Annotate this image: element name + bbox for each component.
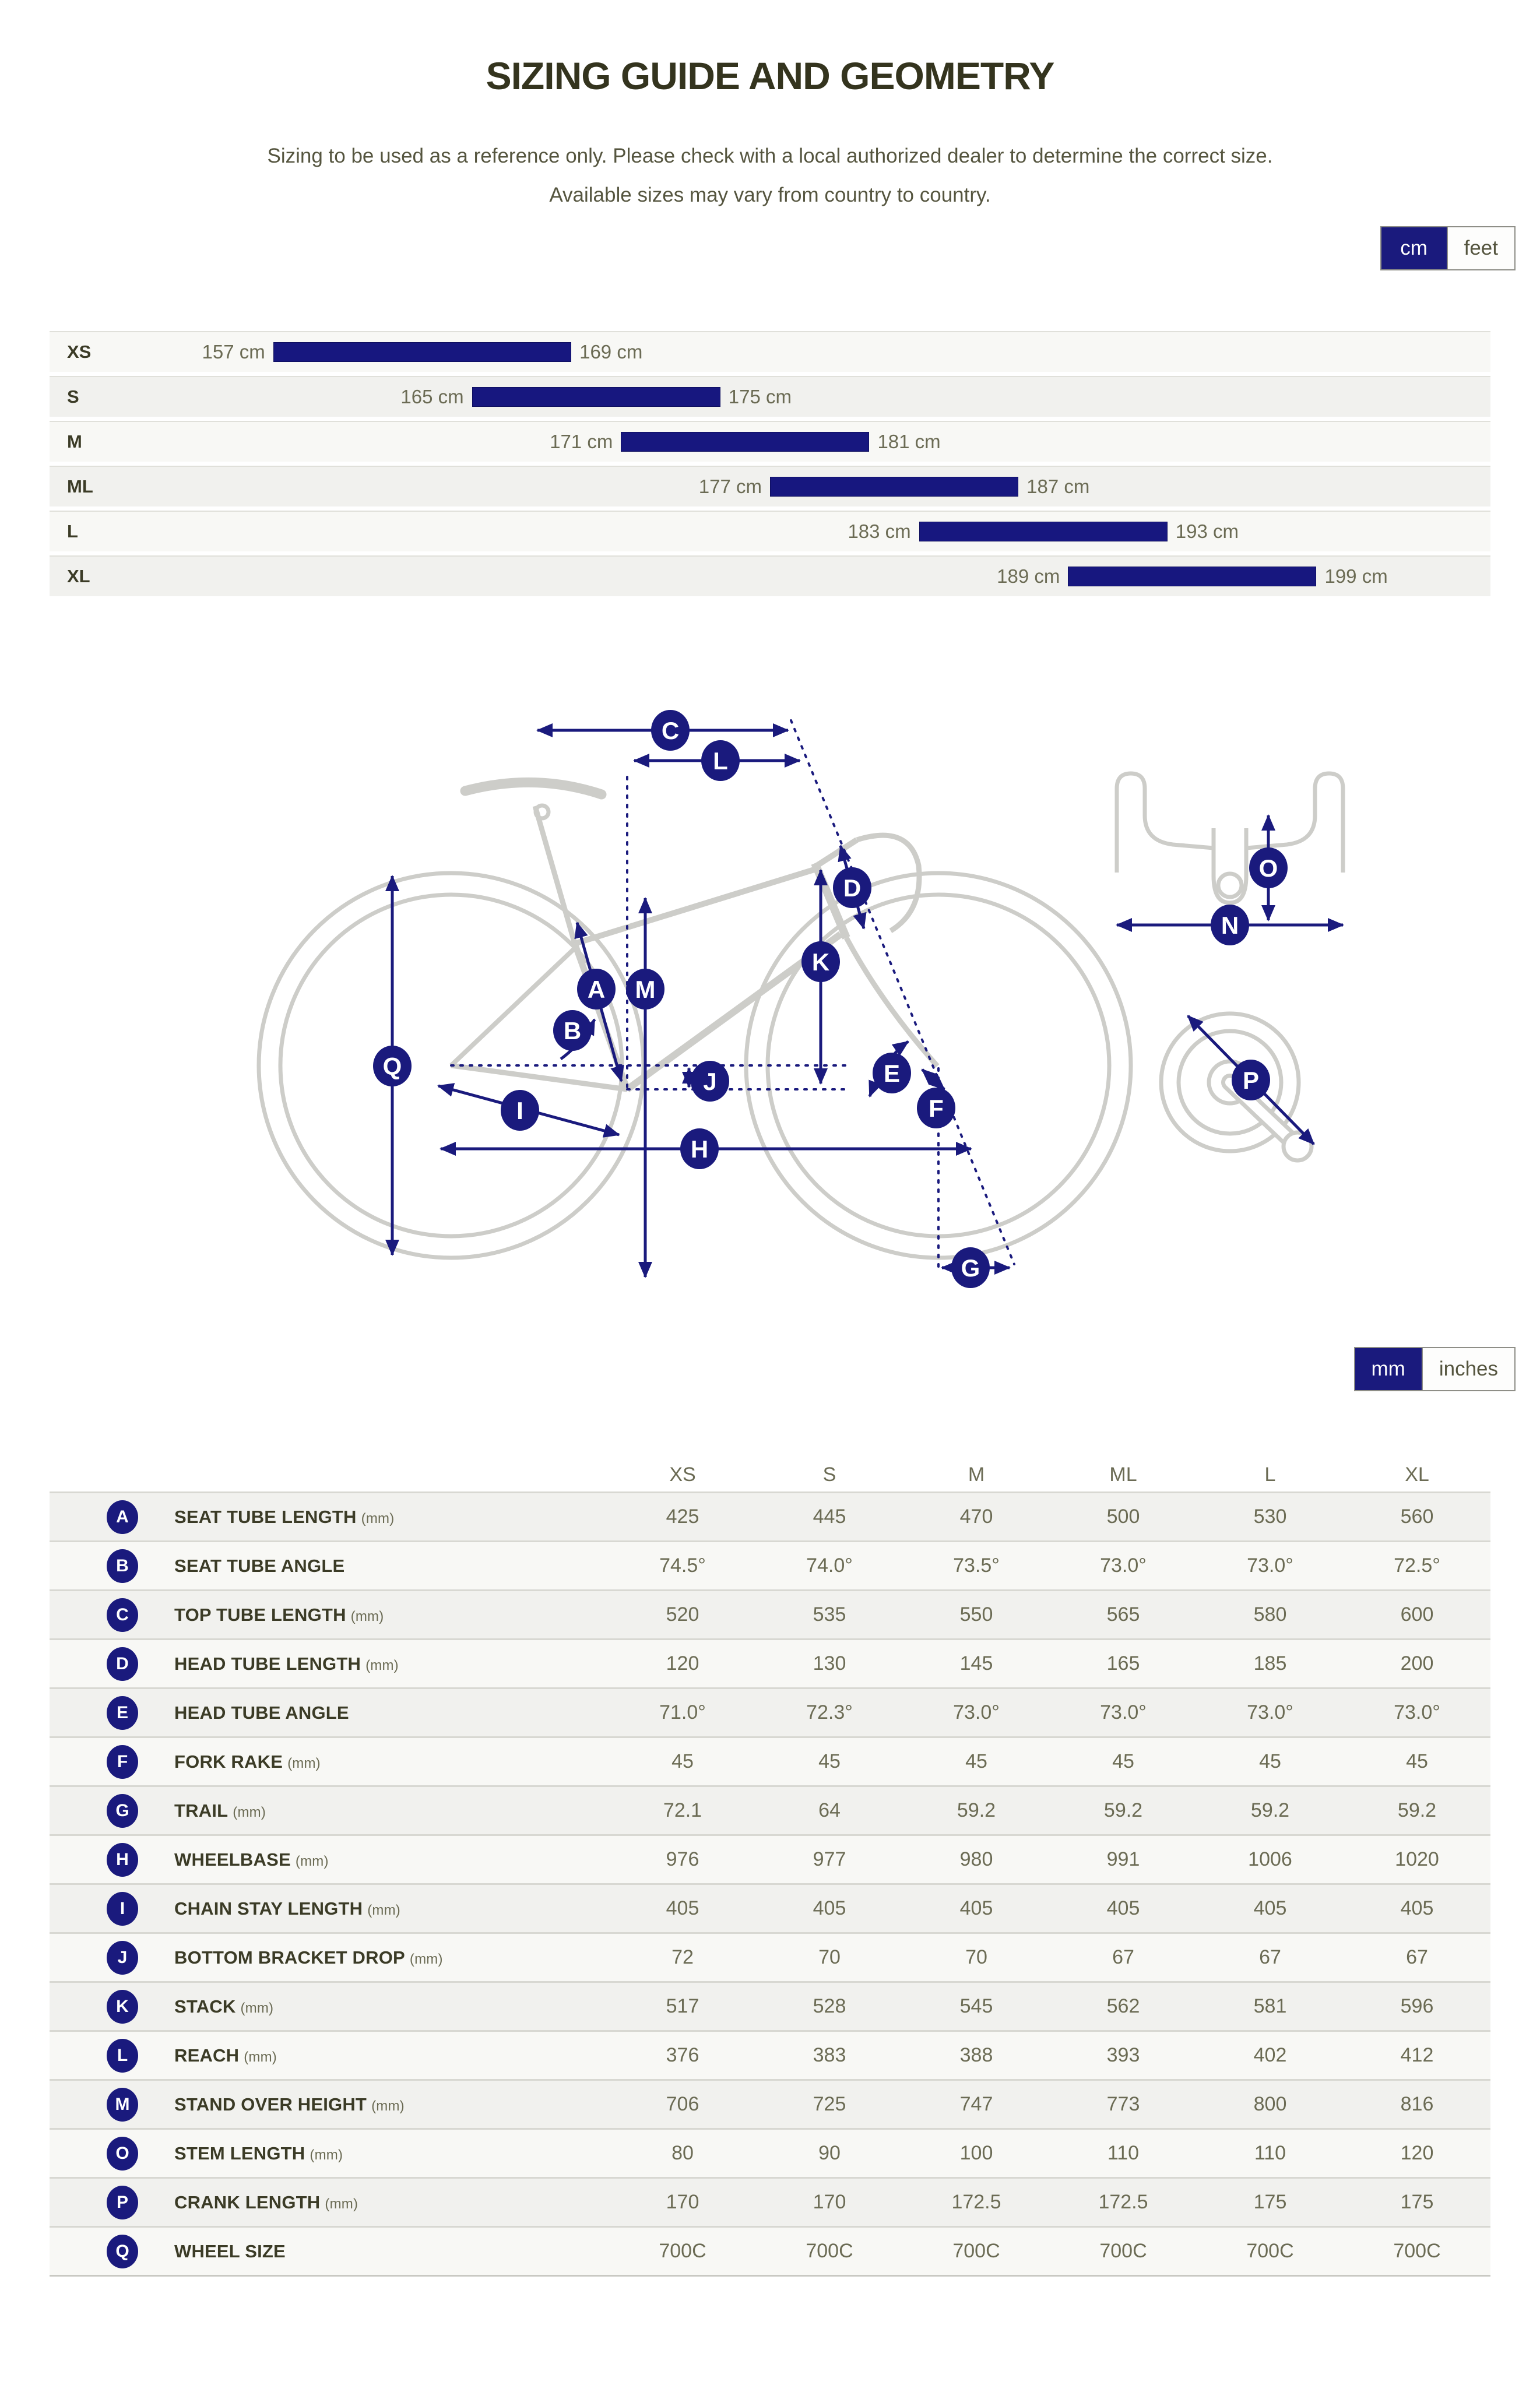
cell-value: 517 (666, 1995, 699, 2018)
svg-text:B: B (563, 1017, 582, 1045)
row-unit: (mm) (367, 1902, 400, 1918)
diagram-label-h (680, 1128, 719, 1169)
cell-value: 45 (1406, 1750, 1428, 1773)
cell-value: 72.5° (1394, 1554, 1440, 1577)
cell-value: 73.0° (1247, 1554, 1293, 1577)
cell-value: 1020 (1395, 1848, 1439, 1871)
cell-value: 73.0° (1100, 1554, 1147, 1577)
table-row-chain-stay-length (50, 1883, 1490, 1932)
height-range-bar (472, 387, 720, 407)
height-range-bar (770, 477, 1018, 497)
cell-value: 70 (818, 1946, 841, 1969)
size-row-ml (50, 466, 1490, 506)
cell-value: 980 (959, 1848, 993, 1871)
row-letter-badge: L (107, 2039, 138, 2073)
svg-text:E: E (883, 1060, 901, 1088)
diagram-label-d (833, 867, 871, 908)
cell-value: 130 (813, 1652, 846, 1675)
cell-value: 70 (965, 1946, 987, 1969)
table-row-bottom-bracket-drop (50, 1932, 1490, 1981)
row-unit: (mm) (409, 1951, 443, 1967)
table-row-stack (50, 1981, 1490, 2030)
cell-value: 45 (1259, 1750, 1281, 1773)
row-unit: (mm) (325, 2196, 358, 2212)
row-unit: (mm) (361, 1510, 395, 1526)
size-row-s (50, 376, 1490, 417)
cell-value: 816 (1400, 2093, 1434, 2116)
cell-value: 71.0° (659, 1701, 706, 1724)
rider-height-size-chart (50, 331, 1490, 596)
cell-value: 600 (1400, 1603, 1434, 1626)
column-header-m: M (968, 1463, 985, 1486)
height-max-label: 193 cm (1175, 520, 1239, 543)
cell-value: 120 (666, 1652, 699, 1675)
inches-toggle-button[interactable]: inches (1422, 1348, 1514, 1390)
row-label: CRANK LENGTH (174, 2191, 321, 2212)
cell-value: 376 (666, 2044, 699, 2067)
height-min-label: 177 cm (698, 476, 762, 498)
size-row-l (50, 511, 1490, 551)
row-label: STACK (174, 1996, 236, 2017)
row-letter-badge: D (107, 1647, 138, 1681)
cell-value: 991 (1106, 1848, 1140, 1871)
bike-outline (259, 773, 1343, 1258)
fork (846, 938, 937, 1066)
table-row-head-tube-length (50, 1638, 1490, 1687)
row-unit: (mm) (371, 2098, 405, 2114)
saddle-clamp (536, 805, 549, 818)
cell-value: 73.0° (1100, 1701, 1147, 1724)
cell-value: 80 (671, 2142, 694, 2165)
svg-text:A: A (587, 976, 606, 1004)
row-unit: (mm) (295, 1853, 329, 1869)
cell-value: 596 (1400, 1995, 1434, 2018)
svg-text:G: G (961, 1254, 980, 1282)
cell-value: 72 (671, 1946, 694, 1969)
diagram-label-j (691, 1061, 729, 1102)
height-min-label: 171 cm (550, 431, 613, 453)
row-label: WHEELBASE (174, 1849, 291, 1870)
size-label: ML (67, 476, 93, 497)
table-row-wheelbase (50, 1834, 1490, 1883)
table-row-seat-tube-angle (50, 1540, 1490, 1589)
svg-text:C: C (661, 717, 680, 745)
row-label: STAND OVER HEIGHT (174, 2094, 367, 2115)
diagram-label-a (577, 969, 616, 1009)
height-min-label: 183 cm (848, 520, 911, 543)
svg-text:N: N (1221, 912, 1239, 940)
cell-value: 175 (1400, 2191, 1434, 2214)
cell-value: 545 (959, 1995, 993, 2018)
column-header-s: S (822, 1463, 836, 1486)
bike-geometry-diagram (216, 665, 1381, 1306)
sizing-disclaimer-line1: Sizing to be used as a reference only. Please check with a local authorized dealer to determine the correct size. (267, 145, 1273, 167)
row-letter-badge: F (107, 1745, 138, 1779)
cell-value: 145 (959, 1652, 993, 1675)
row-letter-badge: J (107, 1941, 138, 1975)
stem-bolt (1218, 874, 1242, 897)
svg-text:H: H (690, 1135, 709, 1163)
diagram-label-k (801, 941, 840, 982)
row-unit: (mm) (244, 2049, 277, 2065)
row-label: FORK RAKE (174, 1751, 283, 1772)
cell-value: 977 (813, 1848, 846, 1871)
cell-value: 976 (666, 1848, 699, 1871)
cell-value: 535 (813, 1603, 846, 1626)
diagram-label-b (553, 1010, 592, 1051)
svg-text:F: F (929, 1095, 944, 1123)
cell-value: 402 (1253, 2044, 1287, 2067)
diagram-label-m (626, 969, 664, 1009)
geometry-table (50, 1458, 1490, 2277)
column-header-xs: XS (669, 1463, 696, 1486)
row-letter-badge: O (107, 2137, 138, 2171)
cell-value: 580 (1253, 1603, 1287, 1626)
cell-value: 170 (666, 2191, 699, 2214)
row-label: BOTTOM BRACKET DROP (174, 1947, 405, 1968)
page-title: SIZING GUIDE AND GEOMETRY (486, 54, 1054, 97)
column-header-xl: XL (1405, 1463, 1429, 1486)
cell-value: 73.0° (1394, 1701, 1440, 1724)
table-row-trail (50, 1785, 1490, 1834)
cell-value: 59.2 (957, 1799, 996, 1822)
table-row-seat-tube-length (50, 1491, 1490, 1540)
cell-value: 530 (1253, 1505, 1287, 1528)
diagram-label-i (501, 1090, 539, 1131)
cell-value: 700C (659, 2240, 706, 2263)
cell-value: 45 (1112, 1750, 1134, 1773)
cell-value: 562 (1106, 1995, 1140, 2018)
row-letter-badge: Q (107, 2235, 138, 2268)
diagram-label-q (373, 1046, 412, 1086)
cell-value: 45 (965, 1750, 987, 1773)
row-label: SEAT TUBE ANGLE (174, 1555, 345, 1576)
handlebar-front-left (1117, 773, 1214, 873)
cell-value: 725 (813, 2093, 846, 2116)
cell-value: 110 (1107, 2142, 1140, 2165)
cell-value: 747 (959, 2093, 993, 2116)
row-letter-badge: P (107, 2186, 138, 2219)
cell-value: 700C (1099, 2240, 1147, 2263)
size-label: XL (67, 566, 90, 587)
row-label: TRAIL (174, 1800, 228, 1821)
diagram-letter-badges (373, 710, 1288, 1288)
cell-value: 64 (818, 1799, 841, 1822)
size-label: XS (67, 342, 92, 363)
diagram-label-l (701, 740, 740, 781)
table-row-reach (50, 2030, 1490, 2079)
cell-value: 405 (1106, 1897, 1140, 1920)
svg-text:D: D (843, 874, 862, 902)
seat-stay (451, 947, 576, 1065)
cell-value: 73.0° (953, 1701, 1000, 1724)
row-label: HEAD TUBE ANGLE (174, 1702, 349, 1723)
cell-value: 67 (1259, 1946, 1281, 1969)
top-tube (575, 869, 816, 944)
height-max-label: 181 cm (877, 431, 941, 453)
cell-value: 700C (1393, 2240, 1441, 2263)
cell-value: 405 (1400, 1897, 1434, 1920)
svg-text:P: P (1242, 1067, 1260, 1095)
cell-value: 59.2 (1250, 1799, 1290, 1822)
size-label: S (67, 386, 79, 407)
cell-value: 172.5 (951, 2191, 1001, 2214)
cell-value: 405 (1253, 1897, 1287, 1920)
svg-text:M: M (635, 976, 656, 1004)
cell-value: 700C (1246, 2240, 1294, 2263)
cell-value: 706 (666, 2093, 699, 2116)
sizing-disclaimer-line2: Available sizes may vary from country to country. (549, 184, 991, 207)
cell-value: 550 (959, 1603, 993, 1626)
mm-toggle-button[interactable]: mm (1355, 1348, 1422, 1390)
seat-post (535, 806, 575, 944)
row-unit: (mm) (233, 1804, 266, 1820)
row-letter-badge: C (107, 1598, 138, 1632)
cell-value: 200 (1400, 1652, 1434, 1675)
cell-value: 74.0° (806, 1554, 853, 1577)
sizing-disclaimer (0, 136, 1540, 214)
feet-toggle-button[interactable]: feet (1447, 227, 1514, 269)
size-row-m (50, 421, 1490, 462)
svg-text:O: O (1258, 854, 1278, 882)
cell-value: 581 (1253, 1995, 1287, 2018)
cell-value: 67 (1112, 1946, 1134, 1969)
row-label: SEAT TUBE LENGTH (174, 1506, 357, 1527)
svg-text:I: I (516, 1097, 523, 1125)
size-row-xs (50, 331, 1490, 372)
cell-value: 405 (813, 1897, 846, 1920)
height-max-label: 175 cm (728, 386, 792, 408)
cell-value: 1006 (1248, 1848, 1292, 1871)
geometry-table-header (50, 1458, 1490, 1491)
svg-text:Q: Q (382, 1053, 402, 1081)
row-unit: (mm) (287, 1755, 321, 1771)
row-letter-badge: K (107, 1990, 138, 2024)
diagram-label-e (873, 1053, 911, 1093)
cell-value: 405 (959, 1897, 993, 1920)
cell-value: 405 (666, 1897, 699, 1920)
cell-value: 470 (959, 1505, 993, 1528)
table-row-stem-length (50, 2128, 1490, 2177)
row-unit: (mm) (310, 2147, 343, 2163)
table-row-wheel-size (50, 2226, 1490, 2275)
size-label: M (67, 431, 82, 452)
cell-value: 74.5° (659, 1554, 706, 1577)
column-header-ml: ML (1109, 1463, 1137, 1486)
stem-side (816, 840, 857, 866)
cell-value: 388 (959, 2044, 993, 2067)
cell-value: 170 (813, 2191, 846, 2214)
row-label: WHEEL SIZE (174, 2240, 286, 2261)
cell-value: 73.5° (953, 1554, 1000, 1577)
diagram-label-f (917, 1088, 955, 1128)
cell-value: 500 (1106, 1505, 1140, 1528)
diagram-label-c (651, 710, 690, 751)
table-row-head-tube-angle (50, 1687, 1490, 1736)
cell-value: 412 (1400, 2044, 1434, 2067)
cell-value: 800 (1253, 2093, 1287, 2116)
saddle (465, 783, 602, 795)
cell-value: 59.2 (1103, 1799, 1143, 1822)
cell-value: 393 (1106, 2044, 1140, 2067)
height-unit-toggle (1380, 226, 1516, 270)
size-label: L (67, 521, 78, 542)
svg-text:J: J (703, 1068, 717, 1096)
row-letter-badge: H (107, 1843, 138, 1877)
cell-value: 528 (813, 1995, 846, 2018)
cell-value: 72.3° (806, 1701, 853, 1724)
diagram-label-p (1232, 1060, 1270, 1100)
row-label: TOP TUBE LENGTH (174, 1604, 346, 1625)
cell-value: 59.2 (1397, 1799, 1437, 1822)
cell-value: 185 (1253, 1652, 1287, 1675)
height-range-bar (1068, 567, 1316, 586)
height-range-bar (273, 342, 571, 362)
row-letter-badge: B (107, 1549, 138, 1583)
cell-value: 445 (813, 1505, 846, 1528)
diagram-label-g (951, 1247, 990, 1288)
cell-value: 67 (1406, 1946, 1428, 1969)
cell-value: 520 (666, 1603, 699, 1626)
cell-value: 110 (1254, 2142, 1286, 2165)
cm-toggle-button[interactable]: cm (1381, 227, 1447, 269)
cell-value: 175 (1253, 2191, 1287, 2214)
cell-value: 45 (818, 1750, 841, 1773)
row-unit: (mm) (240, 2000, 274, 2016)
row-letter-badge: A (107, 1500, 138, 1534)
svg-text:K: K (811, 948, 830, 976)
cell-value: 425 (666, 1505, 699, 1528)
table-unit-toggle (1354, 1347, 1516, 1391)
cell-value: 700C (806, 2240, 853, 2263)
cell-value: 90 (818, 2142, 841, 2165)
height-min-label: 157 cm (202, 341, 265, 363)
steering-axis-guide (791, 720, 1014, 1264)
table-row-stand-over-height (50, 2079, 1490, 2128)
cell-value: 165 (1106, 1652, 1140, 1675)
height-max-label: 169 cm (579, 341, 643, 363)
cell-value: 45 (671, 1750, 694, 1773)
cell-value: 172.5 (1098, 2191, 1148, 2214)
row-letter-badge: G (107, 1794, 138, 1828)
height-max-label: 199 cm (1324, 565, 1388, 588)
column-header-l: L (1264, 1463, 1276, 1486)
height-min-label: 189 cm (997, 565, 1060, 588)
height-range-bar (919, 522, 1168, 541)
height-range-bar (621, 432, 869, 452)
table-row-top-tube-length (50, 1589, 1490, 1638)
svg-text:L: L (713, 747, 728, 775)
cell-value: 73.0° (1247, 1701, 1293, 1724)
row-unit: (mm) (365, 1657, 399, 1673)
cell-value: 565 (1106, 1603, 1140, 1626)
row-label: REACH (174, 2045, 240, 2066)
row-unit: (mm) (350, 1608, 384, 1624)
row-letter-badge: M (107, 2088, 138, 2122)
row-letter-badge: I (107, 1892, 138, 1926)
cell-value: 383 (813, 2044, 846, 2067)
size-row-xl (50, 555, 1490, 596)
cell-value: 100 (959, 2142, 993, 2165)
table-row-fork-rake (50, 1736, 1490, 1785)
diagram-label-o (1249, 847, 1288, 888)
row-label: HEAD TUBE LENGTH (174, 1653, 361, 1674)
height-max-label: 187 cm (1026, 476, 1090, 498)
reference-lines (451, 720, 1014, 1271)
row-letter-badge: E (107, 1696, 138, 1730)
height-min-label: 165 cm (400, 386, 464, 408)
table-row-crank-length (50, 2177, 1490, 2226)
row-label: CHAIN STAY LENGTH (174, 1898, 363, 1919)
row-label: STEM LENGTH (174, 2143, 305, 2164)
diagram-label-n (1211, 905, 1249, 945)
cell-value: 700C (952, 2240, 1000, 2263)
cell-value: 120 (1400, 2142, 1434, 2165)
arrow-fork-rake-f (922, 1070, 944, 1089)
cell-value: 773 (1106, 2093, 1140, 2116)
chain-stay (451, 1065, 627, 1089)
cell-value: 560 (1400, 1505, 1434, 1528)
cell-value: 72.1 (663, 1799, 702, 1822)
